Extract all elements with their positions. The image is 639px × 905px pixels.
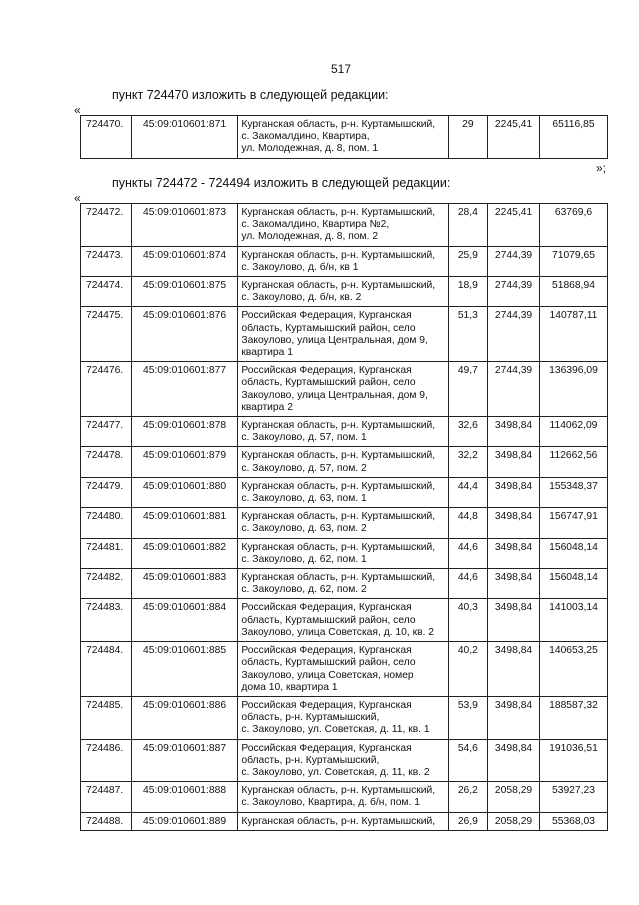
row-number: 724478.: [81, 447, 132, 477]
area: 25,9: [448, 246, 488, 276]
cadastral-value: 155348,37: [539, 477, 607, 507]
section1-table: [80, 115, 608, 159]
unit-value: 3498,84: [488, 696, 540, 739]
address-line: Курганская область, р-н. Куртамышский,: [241, 572, 436, 584]
address-line: с. Закоулово, ул. Советская, д. 11, кв. 2: [241, 766, 430, 778]
cadastral-number: 45:09:010601:888: [131, 782, 238, 812]
section2-heading: пункты 724472 - 724494 изложить в следующей редакции:: [112, 176, 451, 190]
cadastral-number: 45:09:010601:880: [131, 477, 238, 507]
section1-heading: пункт 724470 изложить в следующей редакции:: [112, 88, 389, 102]
cadastral-value: 140787,11: [539, 307, 607, 362]
cadastral-number: 45:09:010601:883: [131, 569, 238, 599]
address-line: квартира 1: [241, 347, 293, 359]
address: [238, 116, 448, 159]
address: [238, 599, 448, 642]
row-number: 724472.: [81, 204, 132, 247]
area: 51,3: [448, 307, 488, 362]
cadastral-value: 136396,09: [539, 362, 607, 417]
section1-open-quote: «: [74, 103, 81, 117]
address-line: с. Закоулово, д. 62, пом. 2: [241, 584, 367, 596]
unit-value: 3498,84: [488, 569, 540, 599]
area: 54,6: [448, 739, 488, 782]
table-row: [81, 362, 608, 417]
address-line: Закоулово, улица Советская, д. 10, кв. 2: [241, 626, 435, 638]
area: 26,9: [448, 812, 488, 830]
address-line: Курганская область, р-н. Куртамышский,: [241, 511, 436, 523]
area: 26,2: [448, 782, 488, 812]
area: 44,6: [448, 569, 488, 599]
cadastral-value: 55368,03: [539, 812, 607, 830]
row-number: 724486.: [81, 739, 132, 782]
cadastral-value: 140653,25: [539, 642, 607, 697]
address-line: с. Закоулово, д. б/н, кв. 2: [241, 292, 362, 304]
address-line: Курганская область, р-н. Куртамышский,: [241, 280, 436, 292]
address-line: Курганская область, р-н. Куртамышский,: [241, 541, 436, 553]
table-row: [81, 417, 608, 447]
address-line: с. Закомалдино, Квартира №2,: [241, 219, 390, 231]
unit-value: 3498,84: [488, 599, 540, 642]
table-row: [81, 739, 608, 782]
table-row: [81, 477, 608, 507]
address-line: Курганская область, р-н. Куртамышский,: [241, 450, 436, 462]
address: [238, 739, 448, 782]
area: 29: [448, 116, 488, 159]
row-number: 724485.: [81, 696, 132, 739]
address-line: Российская Федерация, Курганская: [241, 699, 412, 711]
unit-value: 2245,41: [488, 116, 540, 159]
table-row: [81, 538, 608, 568]
unit-value: 2744,39: [488, 362, 540, 417]
address-line: Курганская область, р-н. Куртамышский,: [241, 249, 436, 261]
address: [238, 477, 448, 507]
cadastral-value: 71079,65: [539, 246, 607, 276]
cadastral-value: 112662,56: [539, 447, 607, 477]
unit-value: 2058,29: [488, 782, 540, 812]
cadastral-value: 51868,94: [539, 277, 607, 307]
unit-value: 3498,84: [488, 447, 540, 477]
address: [238, 812, 448, 830]
address: [238, 538, 448, 568]
unit-value: 2058,29: [488, 812, 540, 830]
address-line: Закоулово, улица Центральная, дом 9,: [241, 334, 428, 346]
table-row: [81, 642, 608, 697]
address-line: Российская Федерация, Курганская: [241, 742, 412, 754]
cadastral-number: 45:09:010601:886: [131, 696, 238, 739]
table-row: [81, 447, 608, 477]
address-line: с. Закоулово, д. 57, пом. 2: [241, 462, 367, 474]
cadastral-value: 114062,09: [539, 417, 607, 447]
row-number: 724476.: [81, 362, 132, 417]
address-line: с. Закоулово, ул. Советская, д. 11, кв. 1: [241, 724, 430, 736]
address-line: область, Куртамышский район, село: [241, 657, 416, 669]
cadastral-number: 45:09:010601:874: [131, 246, 238, 276]
unit-value: 3498,84: [488, 477, 540, 507]
address: [238, 642, 448, 697]
section2-table: [80, 203, 608, 831]
address: [238, 362, 448, 417]
area: 49,7: [448, 362, 488, 417]
cadastral-number: 45:09:010601:879: [131, 447, 238, 477]
area: 18,9: [448, 277, 488, 307]
area: 53,9: [448, 696, 488, 739]
table-row: [81, 696, 608, 739]
table-row: [81, 116, 608, 159]
address-line: Курганская область, р-н. Куртамышский,: [241, 420, 436, 432]
address-line: Российская Федерация, Курганская: [241, 365, 412, 377]
row-number: 724484.: [81, 642, 132, 697]
address-line: область, Куртамышский район, село: [241, 614, 416, 626]
cadastral-number: 45:09:010601:878: [131, 417, 238, 447]
unit-value: 2744,39: [488, 307, 540, 362]
address-line: квартира 2: [241, 401, 293, 413]
address-line: ул. Молодежная, д. 8, пом. 1: [241, 143, 379, 155]
address: [238, 696, 448, 739]
address-line: с. Закоулово, д. 63, пом. 2: [241, 523, 367, 535]
cadastral-value: 156048,14: [539, 538, 607, 568]
address-line: Курганская область, р-н. Куртамышский,: [241, 480, 436, 492]
address-line: Закоулово, улица Центральная, дом 9,: [241, 389, 428, 401]
cadastral-value: 141003,14: [539, 599, 607, 642]
table-row: [81, 812, 608, 830]
row-number: 724473.: [81, 246, 132, 276]
address-line: ул. Молодежная, д. 8, пом. 2: [241, 231, 379, 243]
address-line: Российская Федерация, Курганская: [241, 645, 412, 657]
cadastral-value: 53927,23: [539, 782, 607, 812]
address: [238, 417, 448, 447]
address-line: область, р-н. Куртамышский,: [241, 754, 380, 766]
row-number: 724470.: [81, 116, 132, 159]
address: [238, 246, 448, 276]
address-line: область, Куртамышский район, село: [241, 322, 416, 334]
cadastral-value: 191036,51: [539, 739, 607, 782]
area: 32,2: [448, 447, 488, 477]
cadastral-value: 156747,91: [539, 508, 607, 538]
section1-close-quote: »;: [596, 161, 607, 175]
unit-value: 2744,39: [488, 277, 540, 307]
unit-value: 2245,41: [488, 204, 540, 247]
address-line: Российская Федерация, Курганская: [241, 310, 412, 322]
cadastral-number: 45:09:010601:871: [131, 116, 238, 159]
unit-value: 3498,84: [488, 417, 540, 447]
unit-value: 2744,39: [488, 246, 540, 276]
address-line: с. Закоулово, д. 62, пом. 1: [241, 553, 367, 565]
area: 44,4: [448, 477, 488, 507]
address: [238, 204, 448, 247]
address-line: с. Закоулово, д. б/н, кв 1: [241, 261, 359, 273]
address-line: с. Закоулово, д. 63, пом. 1: [241, 493, 367, 505]
address-line: Закоулово, улица Советская, номер: [241, 669, 414, 681]
cadastral-number: 45:09:010601:877: [131, 362, 238, 417]
unit-value: 3498,84: [488, 508, 540, 538]
cadastral-number: 45:09:010601:885: [131, 642, 238, 697]
table-row: [81, 307, 608, 362]
address: [238, 782, 448, 812]
cadastral-number: 45:09:010601:889: [131, 812, 238, 830]
address-line: дома 10, квартира 1: [241, 681, 338, 693]
table-row: [81, 508, 608, 538]
row-number: 724480.: [81, 508, 132, 538]
address: [238, 447, 448, 477]
row-number: 724479.: [81, 477, 132, 507]
address-line: Курганская область, р-н. Куртамышский,: [241, 785, 436, 797]
table-row: [81, 277, 608, 307]
cadastral-number: 45:09:010601:875: [131, 277, 238, 307]
address: [238, 277, 448, 307]
row-number: 724487.: [81, 782, 132, 812]
area: 44,8: [448, 508, 488, 538]
row-number: 724488.: [81, 812, 132, 830]
cadastral-number: 45:09:010601:873: [131, 204, 238, 247]
row-number: 724474.: [81, 277, 132, 307]
row-number: 724475.: [81, 307, 132, 362]
area: 44,6: [448, 538, 488, 568]
address: [238, 307, 448, 362]
address-line: с. Закоулово, д. 57, пом. 1: [241, 432, 367, 444]
address-line: область, Куртамышский район, село: [241, 377, 416, 389]
area: 40,3: [448, 599, 488, 642]
area: 32,6: [448, 417, 488, 447]
address-line: область, р-н. Куртамышский,: [241, 712, 380, 724]
address-line: Курганская область, р-н. Куртамышский,: [241, 119, 436, 130]
unit-value: 3498,84: [488, 642, 540, 697]
unit-value: 3498,84: [488, 739, 540, 782]
row-number: 724483.: [81, 599, 132, 642]
address-line: Курганская область, р-н. Куртамышский,: [241, 207, 436, 218]
table-row: [81, 599, 608, 642]
table-row: [81, 204, 608, 247]
area: 28,4: [448, 204, 488, 247]
area: 40,2: [448, 642, 488, 697]
address-line: Курганская область, р-н. Куртамышский,: [241, 815, 436, 827]
address-line: с. Закомалдино, Квартира,: [241, 131, 370, 143]
row-number: 724481.: [81, 538, 132, 568]
cadastral-number: 45:09:010601:887: [131, 739, 238, 782]
cadastral-number: 45:09:010601:881: [131, 508, 238, 538]
cadastral-value: 156048,14: [539, 569, 607, 599]
address-line: Российская Федерация, Курганская: [241, 602, 412, 614]
unit-value: 3498,84: [488, 538, 540, 568]
row-number: 724482.: [81, 569, 132, 599]
cadastral-number: 45:09:010601:884: [131, 599, 238, 642]
cadastral-value: 188587,32: [539, 696, 607, 739]
section2-open-quote: «: [74, 191, 81, 205]
cadastral-value: 63769,6: [539, 204, 607, 247]
cadastral-value: 65116,85: [539, 116, 607, 159]
cadastral-number: 45:09:010601:876: [131, 307, 238, 362]
cadastral-number: 45:09:010601:882: [131, 538, 238, 568]
table-row: [81, 782, 608, 812]
address-line: с. Закоулово, Квартира, д. б/н, пом. 1: [241, 797, 420, 809]
row-number: 724477.: [81, 417, 132, 447]
address: [238, 569, 448, 599]
address: [238, 508, 448, 538]
table-row: [81, 569, 608, 599]
table-row: [81, 246, 608, 276]
